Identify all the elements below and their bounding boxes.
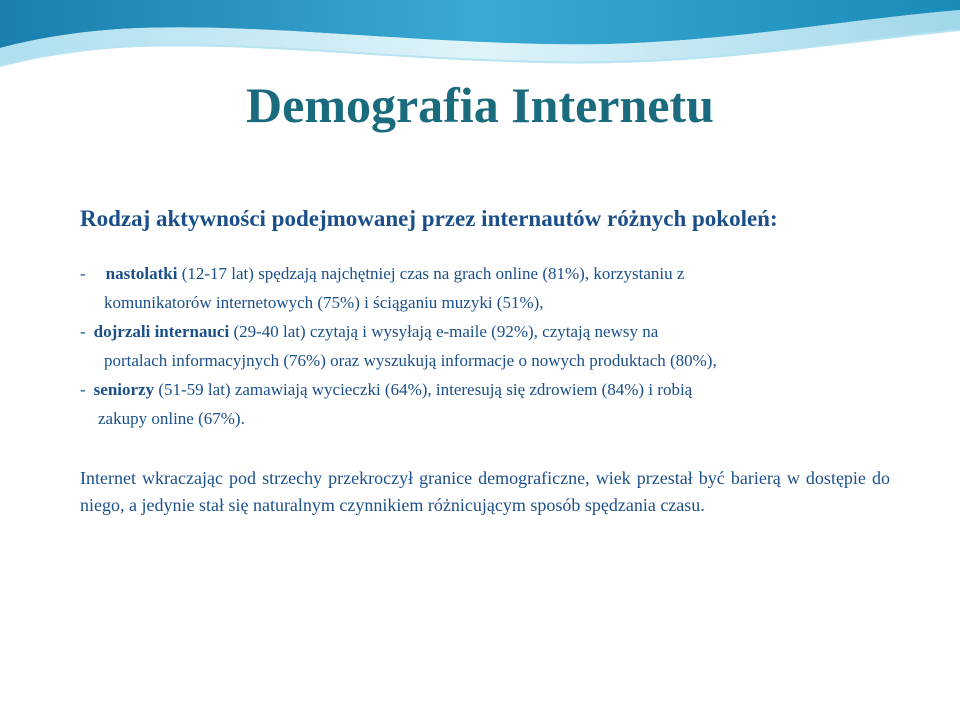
group-description: (12-17 lat) spędzają najchętniej czas na grach online (81%), korzystaniu z xyxy=(177,264,685,283)
list-dash: - xyxy=(80,380,86,399)
list-dash: - xyxy=(80,264,86,283)
group-term: seniorzy xyxy=(93,380,155,399)
list-dash: - xyxy=(80,322,86,341)
generation-activity-list xyxy=(80,259,910,433)
list-item-seniors xyxy=(80,375,910,433)
group-term: dojrzali internauci xyxy=(93,322,230,341)
group-description-continued: zakupy online (67%). xyxy=(98,409,245,428)
wave-header-decoration xyxy=(0,0,960,80)
group-description: (29-40 lat) czytają i wysyłają e-maile (92%), czytają newsy na xyxy=(229,322,659,341)
summary-paragraph: Internet wkraczając pod strzechy przekroczył granice demograficzne, wiek przestał być barierą w dostępie do niego, a jedynie stał się naturalnym czynnikiem różnicującym sposób spędzania czasu. xyxy=(80,468,890,515)
section-heading: Rodzaj aktywności podejmowanej przez internautów różnych pokoleń: xyxy=(80,206,778,231)
group-description-continued: komunikatorów internetowych (75%) i ściąganiu muzyki (51%), xyxy=(104,293,544,312)
group-term: nastolatki xyxy=(105,264,178,283)
page-title: Demografia Internetu xyxy=(246,77,714,133)
group-description: (51-59 lat) zamawiają wycieczki (64%), interesują się zdrowiem (84%) i robią xyxy=(154,380,693,399)
list-item-teenagers xyxy=(80,259,910,317)
group-description-continued: portalach informacyjnych (76%) oraz wyszukują informacje o nowych produktach (80%), xyxy=(104,351,717,370)
list-item-mature-users xyxy=(80,317,910,375)
